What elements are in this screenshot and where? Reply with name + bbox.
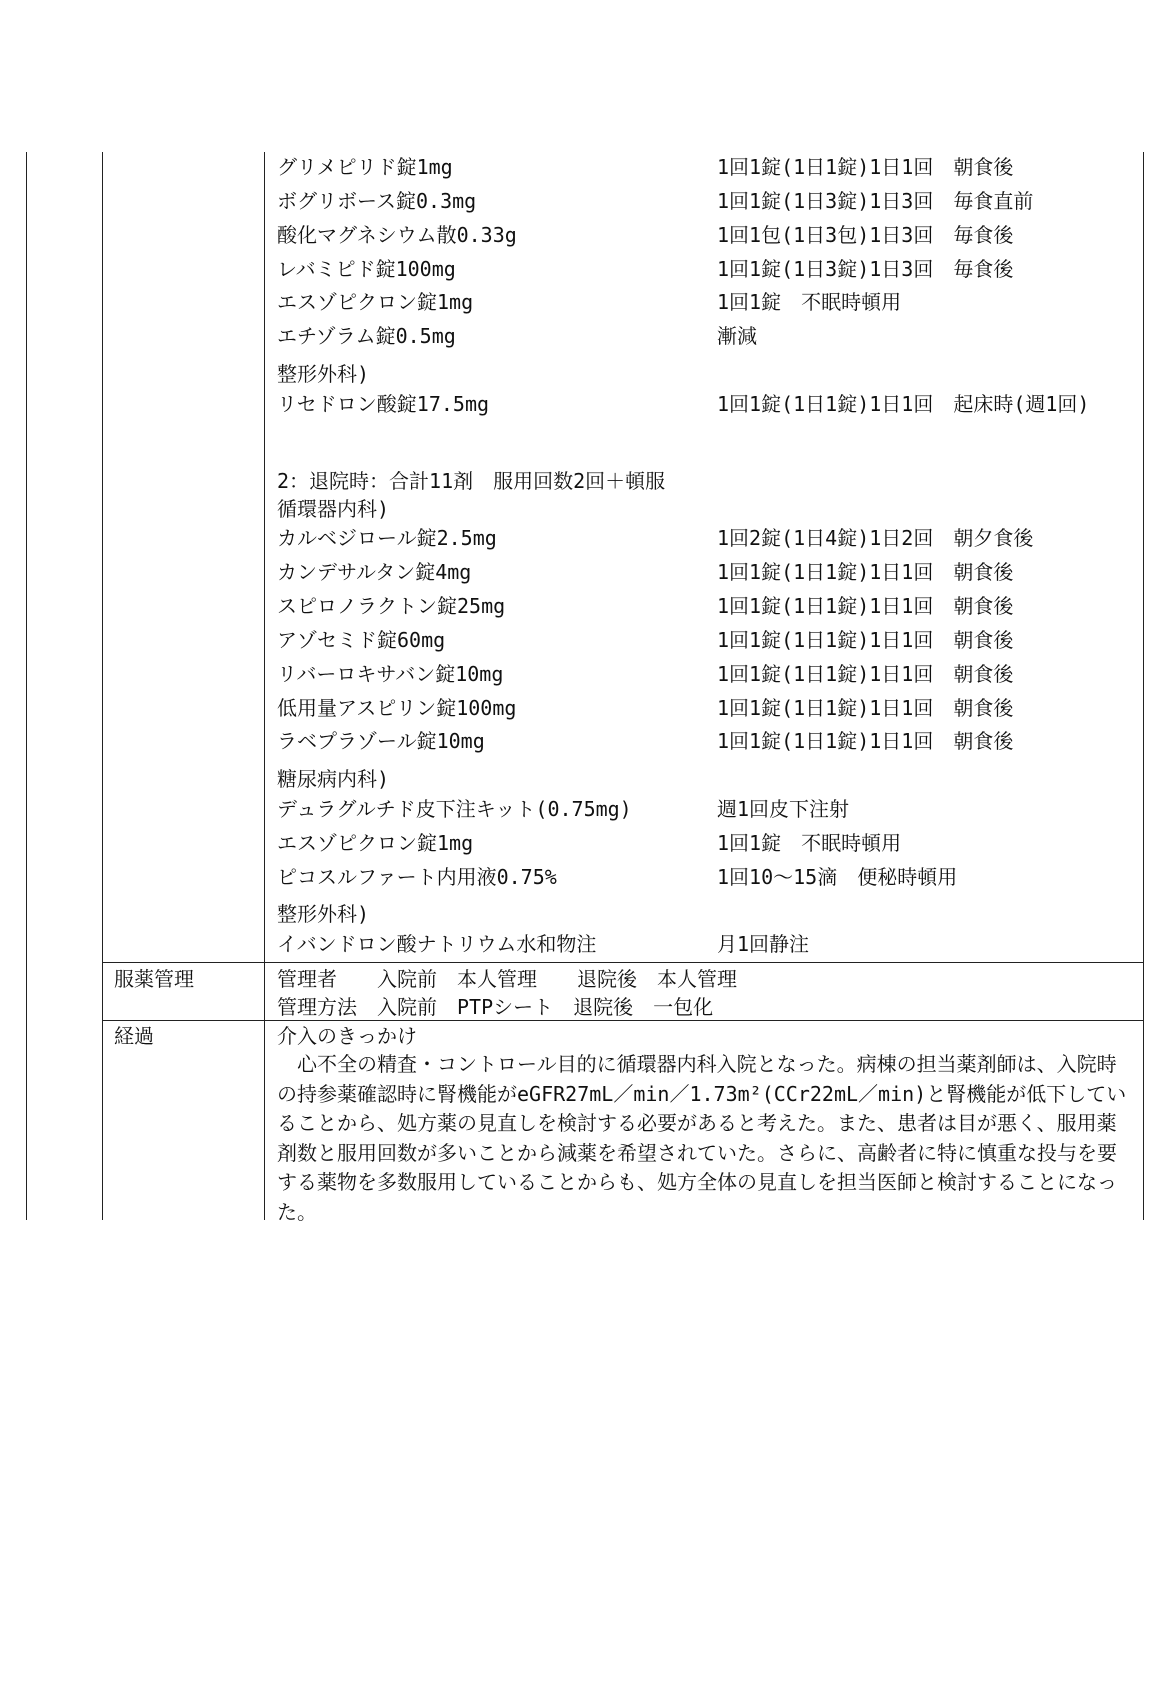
drug-name: リバーロキサバン錠10mg <box>277 662 504 686</box>
drug-dosage: 1回1錠 不眠時頓用 <box>717 290 902 314</box>
drug-name: イバンドロン酸ナトリウム水和物注 <box>277 932 597 956</box>
drug-dosage: 1回1錠(1日1錠)1日1回 朝食後 <box>717 560 1014 584</box>
department-header: 整形外科) <box>277 362 370 386</box>
table-column-divider-2 <box>264 152 265 1220</box>
drug-name: デュラグルチド皮下注キット(0.75mg) <box>277 797 632 821</box>
drug-name: エチゾラム錠0.5mg <box>277 324 456 348</box>
drug-dosage: 1回1錠(1日3錠)1日3回 毎食直前 <box>717 189 1034 213</box>
medication-management-label: 服薬管理 <box>114 967 194 991</box>
table-column-divider-1 <box>102 152 103 1220</box>
table-left-border <box>26 152 27 1220</box>
drug-name: カンデサルタン錠4mg <box>277 560 472 584</box>
drug-dosage: 1回10〜15滴 便秘時頓用 <box>717 865 958 889</box>
drug-name: エスゾピクロン錠1mg <box>277 831 474 855</box>
drug-dosage: 1回1錠(1日3錠)1日3回 毎食後 <box>717 257 1014 281</box>
progress-heading: 介入のきっかけ <box>277 1024 417 1048</box>
drug-name: ボグリボース錠0.3mg <box>277 189 477 213</box>
row-divider-medication-management <box>102 962 1144 963</box>
progress-body: 心不全の精査・コントロール目的に循環器内科入院となった。病棟の担当薬剤師は、入院時の持参薬確認時に腎機能がeGFR27mL／min／1.73m²(CCr22mL／min)と腎機能が低下していることから、処方薬の見直しを検討する必要があると考えた。また、患者は目が悪く、服用薬剤数と服用回数が多いことから減薬を希望されていた。さらに、高齢者に特に慎重な投与を要する薬物を多数服用していることからも、処方全体の見直しを担当医師と検討することになった。 <box>277 1052 1127 1224</box>
drug-dosage: 月1回静注 <box>717 932 810 956</box>
discharge-title: 2：退院時：合計11剤 服用回数2回＋頓服 <box>277 469 666 493</box>
drug-dosage: 1回1錠(1日1錠)1日1回 朝食後 <box>717 729 1014 753</box>
progress-label: 経過 <box>114 1024 154 1048</box>
drug-name: レバミピド錠100mg <box>277 257 456 281</box>
drug-name: スピロノラクトン錠25mg <box>277 594 506 618</box>
drug-dosage: 1回1錠(1日1錠)1日1回 朝食後 <box>717 662 1014 686</box>
medication-management-line: 管理者 入院前 本人管理 退院後 本人管理 <box>277 967 737 991</box>
drug-name: リセドロン酸錠17.5mg <box>277 392 490 416</box>
row-divider-progress <box>102 1020 1144 1021</box>
drug-name: 低用量アスピリン錠100mg <box>277 696 517 720</box>
drug-name: ピコスルファート内用液0.75% <box>277 865 557 889</box>
department-header: 糖尿病内科) <box>277 767 390 791</box>
drug-name: ラベプラゾール錠10mg <box>277 729 485 753</box>
drug-dosage: 1回1錠(1日1錠)1日1回 朝食後 <box>717 628 1014 652</box>
drug-name: エスゾピクロン錠1mg <box>277 290 474 314</box>
drug-name: グリメピリド錠1mg <box>277 155 453 179</box>
drug-dosage: 1回2錠(1日4錠)1日2回 朝夕食後 <box>717 526 1034 550</box>
drug-name: カルベジロール錠2.5mg <box>277 526 497 550</box>
drug-dosage: 1回1錠(1日1錠)1日1回 朝食後 <box>717 696 1014 720</box>
drug-dosage: 1回1錠(1日1錠)1日1回 朝食後 <box>717 155 1014 179</box>
drug-name: 酸化マグネシウム散0.33g <box>277 223 517 247</box>
drug-dosage: 1回1包(1日3包)1日3回 毎食後 <box>717 223 1014 247</box>
department-header: 循環器内科) <box>277 497 390 521</box>
medication-management-line: 管理方法 入院前 PTPシート 退院後 一包化 <box>277 995 714 1019</box>
drug-name: アゾセミド錠60mg <box>277 628 446 652</box>
drug-dosage: 1回1錠 不眠時頓用 <box>717 831 902 855</box>
drug-dosage: 1回1錠(1日1錠)1日1回 起床時(週1回) <box>717 392 1090 416</box>
table-right-border <box>1143 152 1144 1220</box>
drug-dosage: 1回1錠(1日1錠)1日1回 朝食後 <box>717 594 1014 618</box>
drug-dosage: 週1回皮下注射 <box>717 797 850 821</box>
drug-dosage: 漸減 <box>717 324 757 348</box>
department-header: 整形外科) <box>277 902 370 926</box>
